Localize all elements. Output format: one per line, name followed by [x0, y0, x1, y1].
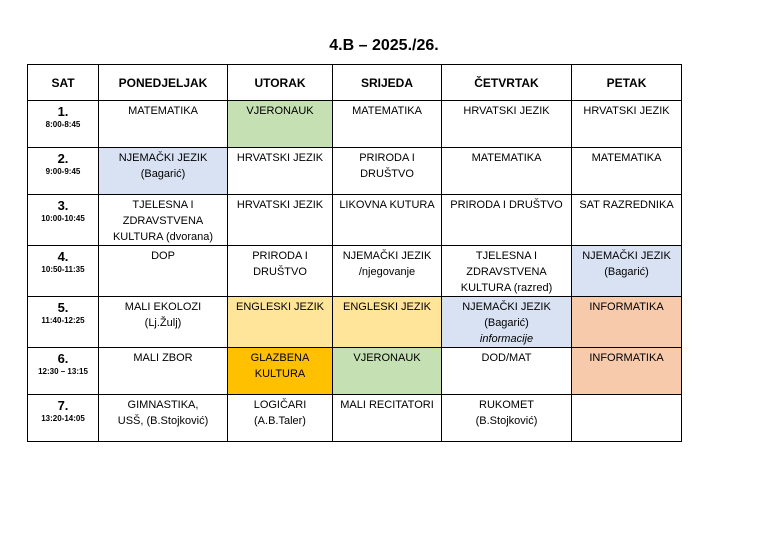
subject-cell-thursday [442, 246, 572, 297]
subject-line: HRVATSKI JEZIK [236, 152, 324, 164]
subject-cell-thursday [442, 101, 572, 148]
subject-cell-wednesday [333, 148, 442, 195]
subject-line: ZDRAVSTVENA [122, 215, 204, 227]
period-time: 11:40-12:25 [41, 316, 85, 325]
subject-cell-friday [572, 195, 682, 246]
subject-line: LIKOVNA KUTURA [339, 199, 435, 211]
period-row-7 [28, 395, 682, 442]
subject-cell-wednesday [333, 348, 442, 395]
subject-cell-tuesday [228, 395, 333, 442]
teacher-line: (A.B.Taler) [254, 415, 306, 427]
subject-cell-monday [99, 348, 228, 395]
header-sat: SAT [28, 65, 99, 101]
subject-cell-tuesday [228, 348, 333, 395]
subject-line: PRIRODA I [252, 250, 308, 262]
header-ponedjeljak: PONEDJELJAK [99, 65, 228, 101]
subject-cell-wednesday [333, 101, 442, 148]
period-time: 9:00-9:45 [45, 167, 81, 176]
period-number: 6. [57, 351, 69, 366]
subject-cell-wednesday [333, 395, 442, 442]
header-utorak: UTORAK [228, 65, 333, 101]
subject-line: GIMNASTIKA, [127, 399, 199, 411]
period-cell [28, 195, 99, 246]
subject-line: KULTURA (dvorana) [112, 231, 214, 243]
subject-cell-thursday [442, 395, 572, 442]
subject-line: KULTURA [254, 368, 306, 380]
subject-cell-thursday [442, 148, 572, 195]
subject-line: KULTURA (razred) [460, 282, 553, 294]
subject-line: NJEMAČKI JEZIK [462, 301, 551, 313]
period-number: 2. [57, 151, 69, 166]
period-row-3 [28, 195, 682, 246]
subject-cell-thursday [442, 297, 572, 348]
subject-cell-friday [572, 101, 682, 148]
period-time: 13:20-14:05 [41, 414, 85, 423]
subject-line: MALI EKOLOZI [124, 301, 202, 313]
period-cell [28, 148, 99, 195]
note-line: informacije [479, 333, 534, 345]
subject-line: ZDRAVSTVENA [466, 266, 547, 278]
period-number: 5. [57, 300, 69, 315]
subject-cell-thursday [442, 195, 572, 246]
subject-line: INFORMATIKA [589, 301, 664, 313]
subject-line: PRIRODA I DRUŠTVO [450, 199, 563, 211]
subject-cell-friday [572, 297, 682, 348]
period-number: 4. [57, 249, 69, 264]
teacher-line: (B.Stojković) [475, 415, 538, 427]
subject-cell-friday [572, 246, 682, 297]
header-row [28, 65, 682, 101]
subject-cell-tuesday [228, 195, 333, 246]
period-number: 1. [57, 104, 69, 119]
period-row-4 [28, 246, 682, 297]
header-srijeda: SRIJEDA [333, 65, 442, 101]
subject-line: GLAZBENA [250, 352, 310, 364]
subject-cell-tuesday [228, 148, 333, 195]
page-title: 4.B – 2025./26. [329, 37, 439, 54]
subject-line: USŠ, (B.Stojković) [117, 415, 209, 427]
period-cell [28, 297, 99, 348]
period-number: 7. [57, 398, 69, 413]
period-cell [28, 246, 99, 297]
subject-line: DRUŠTVO [360, 168, 414, 180]
period-cell [28, 395, 99, 442]
subject-line: TJELESNA I [132, 199, 194, 211]
subject-cell-monday [99, 297, 228, 348]
period-time: 10:50-11:35 [41, 265, 85, 274]
period-time: 10:00-10:45 [41, 214, 85, 223]
subject-cell-monday [99, 395, 228, 442]
subject-cell-friday-empty [572, 395, 682, 442]
timetable [27, 64, 682, 442]
subject-line: NJEMAČKI JEZIK [582, 250, 671, 262]
subject-line: VJERONAUK [353, 352, 421, 364]
header-petak: PETAK [572, 65, 682, 101]
subject-line: MATEMATIKA [352, 105, 422, 117]
subject-line: MATEMATIKA [128, 105, 198, 117]
subject-cell-wednesday [333, 246, 442, 297]
subject-line: MALI ZBOR [133, 352, 193, 364]
teacher-line: (Lj.Žulj) [144, 317, 182, 329]
period-cell [28, 348, 99, 395]
subject-line: INFORMATIKA [589, 352, 664, 364]
subject-cell-tuesday [228, 246, 333, 297]
period-time: 12:30 – 13:15 [38, 367, 88, 376]
subject-cell-monday [99, 246, 228, 297]
period-row-1 [28, 101, 682, 148]
subject-line: HRVATSKI JEZIK [583, 105, 670, 117]
subject-line: LOGIČARI [253, 399, 307, 411]
subject-line: MATEMATIKA [591, 152, 662, 164]
subject-cell-friday [572, 348, 682, 395]
teacher-line: (Bagarić) [484, 317, 529, 329]
subject-line: NJEMAČKI JEZIK [342, 250, 432, 262]
subject-line: TJELESNA I [475, 250, 538, 262]
subject-line: RUKOMET [479, 399, 534, 411]
subject-line: /njegovanje [358, 266, 416, 278]
subject-line: VJERONAUK [246, 105, 314, 117]
period-row-2 [28, 148, 682, 195]
subject-line: ENGLESKI JEZIK [235, 301, 325, 313]
header-cetvrtak: ČETVRTAK [442, 65, 572, 101]
subject-cell-wednesday [333, 195, 442, 246]
subject-line: HRVATSKI JEZIK [463, 105, 550, 117]
subject-line: DOD/MAT [481, 352, 532, 364]
period-time: 8:00-8:45 [45, 120, 81, 129]
period-cell [28, 101, 99, 148]
subject-cell-tuesday [228, 101, 333, 148]
subject-cell-monday [99, 101, 228, 148]
subject-line: MALI RECITATORI [340, 399, 434, 411]
teacher-line: (Bagarić) [604, 266, 649, 278]
period-number: 3. [57, 198, 69, 213]
subject-cell-friday [572, 148, 682, 195]
subject-cell-monday [99, 148, 228, 195]
subject-cell-tuesday [228, 297, 333, 348]
period-row-6 [28, 348, 682, 395]
subject-line: NJEMAČKI JEZIK [118, 152, 208, 164]
subject-line: MATEMATIKA [471, 152, 542, 164]
subject-line: HRVATSKI JEZIK [236, 199, 324, 211]
subject-cell-monday [99, 195, 228, 246]
subject-line: PRIRODA I [359, 152, 415, 164]
period-row-5 [28, 297, 682, 348]
subject-line: ENGLESKI JEZIK [342, 301, 432, 313]
subject-cell-wednesday [333, 297, 442, 348]
subject-line: SAT RAZREDNIKA [579, 199, 674, 211]
subject-line: DRUŠTVO [253, 266, 307, 278]
teacher-line: (Bagarić) [140, 168, 186, 180]
subject-cell-thursday [442, 348, 572, 395]
subject-line: DOP [151, 250, 175, 262]
